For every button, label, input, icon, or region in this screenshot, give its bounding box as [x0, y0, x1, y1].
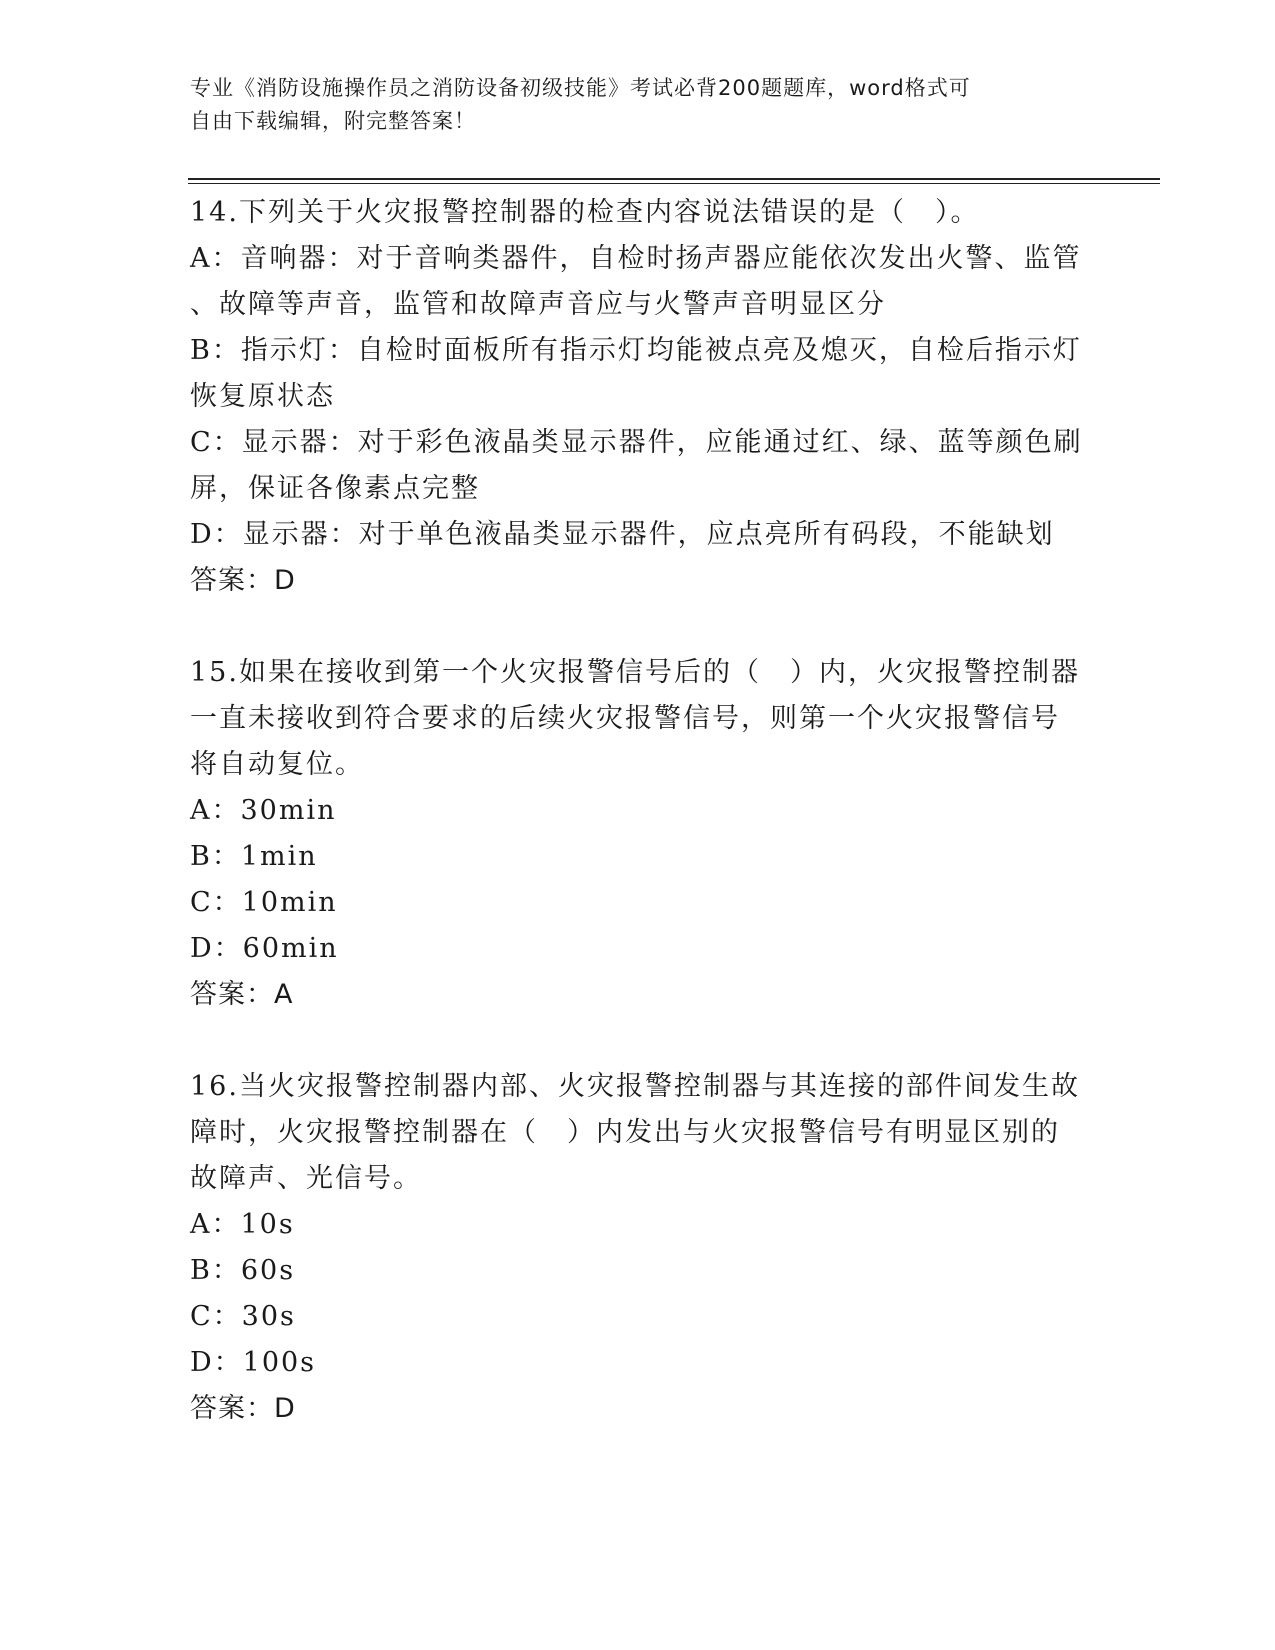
question-stem: 一直未接收到符合要求的后续火灾报警信号，则第一个火灾报警信号 [190, 703, 1060, 734]
question-option: A：10s [190, 1209, 295, 1240]
question-option: 恢复原状态 [190, 381, 335, 412]
question-option: D：显示器：对于单色液晶类显示器件，应点亮所有码段，不能缺划 [190, 519, 1055, 550]
question-option: C：显示器：对于彩色液晶类显示器件，应能通过红、绿、蓝等颜色刷 [190, 427, 1083, 458]
question-option: 、故障等声音，监管和故障声音应与火警声音明显区分 [190, 289, 886, 320]
question-option: B：60s [190, 1255, 296, 1286]
question-option: A：音响器：对于音响类器件，自检时扬声器应能依次发出火警、监管 [190, 243, 1082, 274]
header-line: 专业《消防设施操作员之消防设备初级技能》考试必背200题题库，word格式可 [190, 76, 971, 100]
document-header [190, 72, 1070, 138]
question-option: D：60min [190, 933, 339, 964]
question-option: C：30s [190, 1301, 296, 1332]
question-list [190, 190, 1090, 1478]
question-option: A：30min [190, 795, 337, 826]
question-stem: 故障声、光信号。 [190, 1163, 422, 1194]
question-stem: 16.当火灾报警控制器内部、火灾报警控制器与其连接的部件间发生故 [190, 1071, 1080, 1102]
question-answer: 答案：A [190, 979, 294, 1010]
question-answer: 答案：D [190, 1393, 296, 1424]
header-line: 自由下载编辑，附完整答案！ [190, 109, 476, 133]
question-stem: 14.下列关于火灾报警控制器的检查内容说法错误的是（ ）。 [190, 197, 980, 228]
question-stem: 将自动复位。 [190, 749, 364, 780]
question-option: B：指示灯：自检时面板所有指示灯均能被点亮及熄灭，自检后指示灯 [190, 335, 1082, 366]
question-option: C：10min [190, 887, 338, 918]
header-divider-thick [188, 178, 1160, 180]
question-15 [190, 650, 1090, 1018]
question-answer: 答案：D [190, 565, 296, 596]
question-option: 屏，保证各像素点完整 [190, 473, 480, 504]
question-option: B：1min [190, 841, 318, 872]
question-stem: 障时，火灾报警控制器在（ ）内发出与火灾报警信号有明显区别的 [190, 1117, 1060, 1148]
question-16 [190, 1064, 1090, 1432]
question-stem: 15.如果在接收到第一个火灾报警信号后的（ ）内，火灾报警控制器 [190, 657, 1080, 688]
question-14 [190, 190, 1090, 604]
question-option: D：100s [190, 1347, 317, 1378]
header-divider-thin [188, 183, 1160, 184]
